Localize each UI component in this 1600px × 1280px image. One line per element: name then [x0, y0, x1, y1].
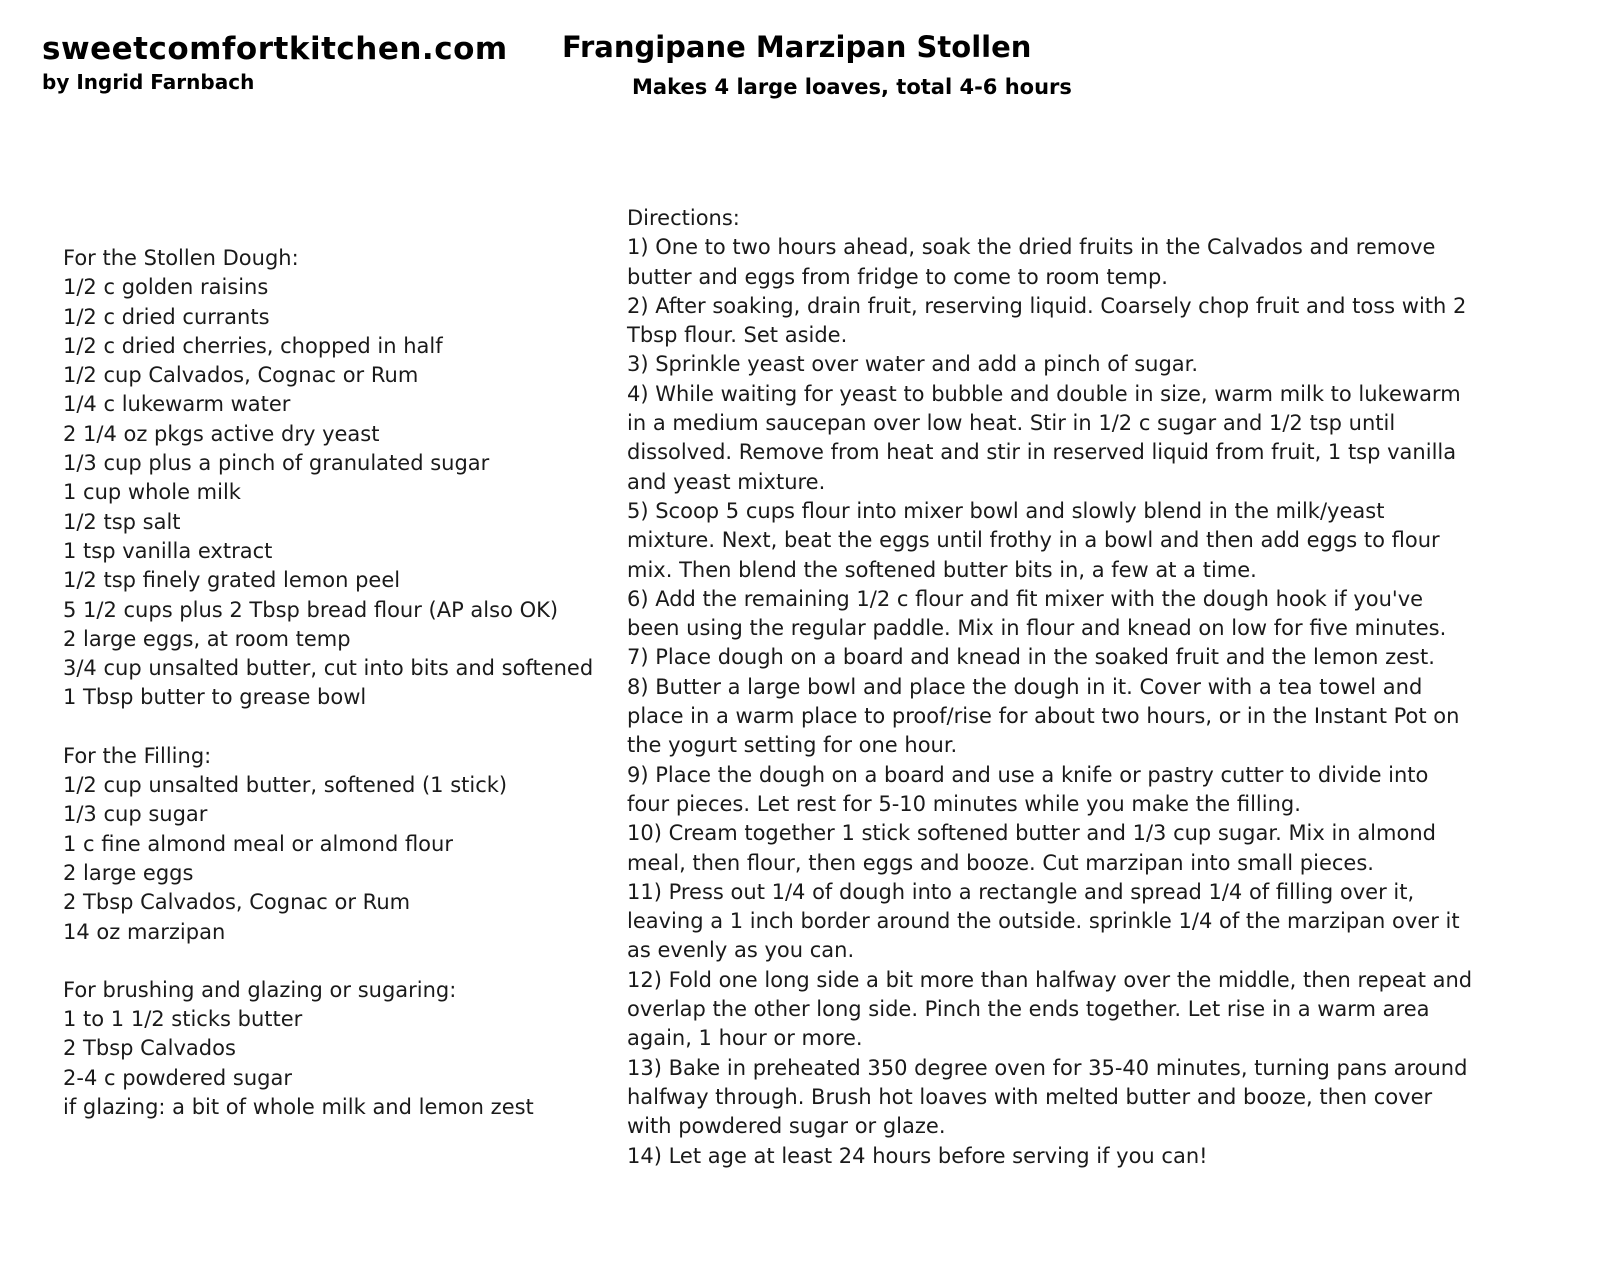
direction-step: 6) Add the remaining 1/2 c flour and fit mixer with the dough hook if you've been using the regular paddle. Mix in flour and knead on low for five minutes.	[627, 586, 1447, 641]
direction-step: 2) After soaking, drain fruit, reserving liquid. Coarsely chop fruit and toss with 2 Tbsp flour. Set aside.	[627, 293, 1467, 348]
ingredient-item: 1 c fine almond meal or almond flour	[63, 831, 453, 856]
glazing-section	[63, 976, 603, 1122]
brand-block	[42, 30, 508, 96]
ingredient-item: 1 tsp vanilla extract	[63, 538, 273, 563]
ingredients-column	[63, 244, 603, 1151]
direction-step: 4) While waiting for yeast to bubble and double in size, warm milk to lukewarm in a medium saucepan over low heat. Stir in 1/2 c sugar and 1/2 tsp until dissolved. Remove from heat and stir in reserved liquid from fruit, 1 tsp vanilla and yeast mixture.	[627, 381, 1461, 494]
ingredient-item: 1/3 cup sugar	[63, 802, 208, 827]
recipe-yield: Makes 4 large loaves, total 4-6 hours	[632, 75, 1072, 99]
ingredient-item: 2 Tbsp Calvados, Cognac or Rum	[63, 890, 411, 915]
ingredient-item: 2 1/4 oz pkgs active dry yeast	[63, 421, 380, 446]
direction-step: 7) Place dough on a board and knead in the soaked fruit and the lemon zest.	[627, 645, 1435, 670]
direction-step: 9) Place the dough on a board and use a knife or pastry cutter to divide into four pieces. Let rest for 5-10 minutes while you make the filling.	[627, 762, 1429, 816]
direction-step: 5) Scoop 5 cups flour into mixer bowl and slowly blend in the milk/yeast mixture. Next, beat the eggs until frothy in a bowl and then add eggs to flour mix. Then blend the softened butter bits in, a few at a time.	[627, 498, 1440, 582]
direction-step: 13) Bake in preheated 350 degree oven for 35-40 minutes, turning pans around halfway through. Brush hot loaves with melted butter and booze, then cover with powdered sugar or glaze.	[627, 1055, 1468, 1139]
ingredient-item: 1/2 tsp finely grated lemon peel	[63, 568, 401, 593]
ingredient-item: 14 oz marzipan	[63, 919, 226, 944]
direction-step: 10) Cream together 1 stick softened butter and 1/3 cup sugar. Mix in almond meal, then flour, then eggs and booze. Cut marzipan into small pieces.	[627, 821, 1436, 875]
ingredient-item: 1 Tbsp butter to grease bowl	[63, 685, 367, 710]
ingredient-item: 5 1/2 cups plus 2 Tbsp bread flour (AP also OK)	[63, 597, 559, 622]
dough-section	[63, 244, 603, 713]
ingredient-item: 1 to 1 1/2 sticks butter	[63, 1007, 303, 1032]
direction-step: 14) Let age at least 24 hours before serving if you can!	[627, 1143, 1208, 1168]
ingredient-item: if glazing: a bit of whole milk and lemon zest	[63, 1095, 534, 1120]
ingredient-item: 1/2 tsp salt	[63, 509, 181, 534]
section-heading: For brushing and glazing or sugaring:	[63, 977, 457, 1002]
site-name: sweetcomfortkitchen.com	[42, 31, 508, 67]
direction-step: 12) Fold one long side a bit more than halfway over the middle, then repeat and overlap the other long side. Pinch the ends together. Let rise in a warm area again, 1 hour or more.	[627, 967, 1473, 1051]
ingredient-item: 1/4 c lukewarm water	[63, 392, 291, 417]
directions-column	[627, 204, 1477, 1171]
filling-section	[63, 742, 603, 947]
ingredient-item: 1/2 c dried currants	[63, 304, 270, 329]
section-heading: For the Filling:	[63, 743, 212, 768]
directions-heading: Directions:	[627, 206, 740, 230]
ingredient-item: 1/2 cup unsalted butter, softened (1 stick)	[63, 773, 508, 798]
ingredient-item: 1 cup whole milk	[63, 480, 241, 505]
direction-step: 3) Sprinkle yeast over water and add a pinch of sugar.	[627, 352, 1199, 377]
direction-step: 11) Press out 1/4 of dough into a rectangle and spread 1/4 of filling over it, leaving a 1 inch border around the outside. sprinkle 1/4 of the marzipan over it as evenly as you can.	[627, 879, 1460, 963]
ingredient-item: 1/3 cup plus a pinch of granulated sugar	[63, 451, 490, 476]
author-byline: by Ingrid Farnbach	[42, 70, 255, 94]
recipe-title: Frangipane Marzipan Stollen	[562, 30, 1032, 64]
ingredient-item: 1/2 c dried cherries, chopped in half	[63, 333, 443, 358]
direction-step: 8) Butter a large bowl and place the dough in it. Cover with a tea towel and place in a warm place to proof/rise for about two hours, or in the Instant Pot on the yogurt setting for one hour.	[627, 674, 1460, 758]
ingredient-item: 2 Tbsp Calvados	[63, 1036, 236, 1061]
direction-step: 1) One to two hours ahead, soak the dried fruits in the Calvados and remove butter and eggs from fridge to come to room temp.	[627, 235, 1436, 289]
ingredient-item: 2 large eggs	[63, 860, 194, 885]
ingredient-item: 1/2 cup Calvados, Cognac or Rum	[63, 363, 419, 388]
ingredient-item: 2 large eggs, at room temp	[63, 626, 351, 651]
section-heading: For the Stollen Dough:	[63, 246, 299, 270]
ingredient-item: 1/2 c golden raisins	[63, 275, 269, 300]
ingredient-item: 3/4 cup unsalted butter, cut into bits and softened	[63, 656, 594, 681]
ingredient-item: 2-4 c powdered sugar	[63, 1065, 292, 1090]
